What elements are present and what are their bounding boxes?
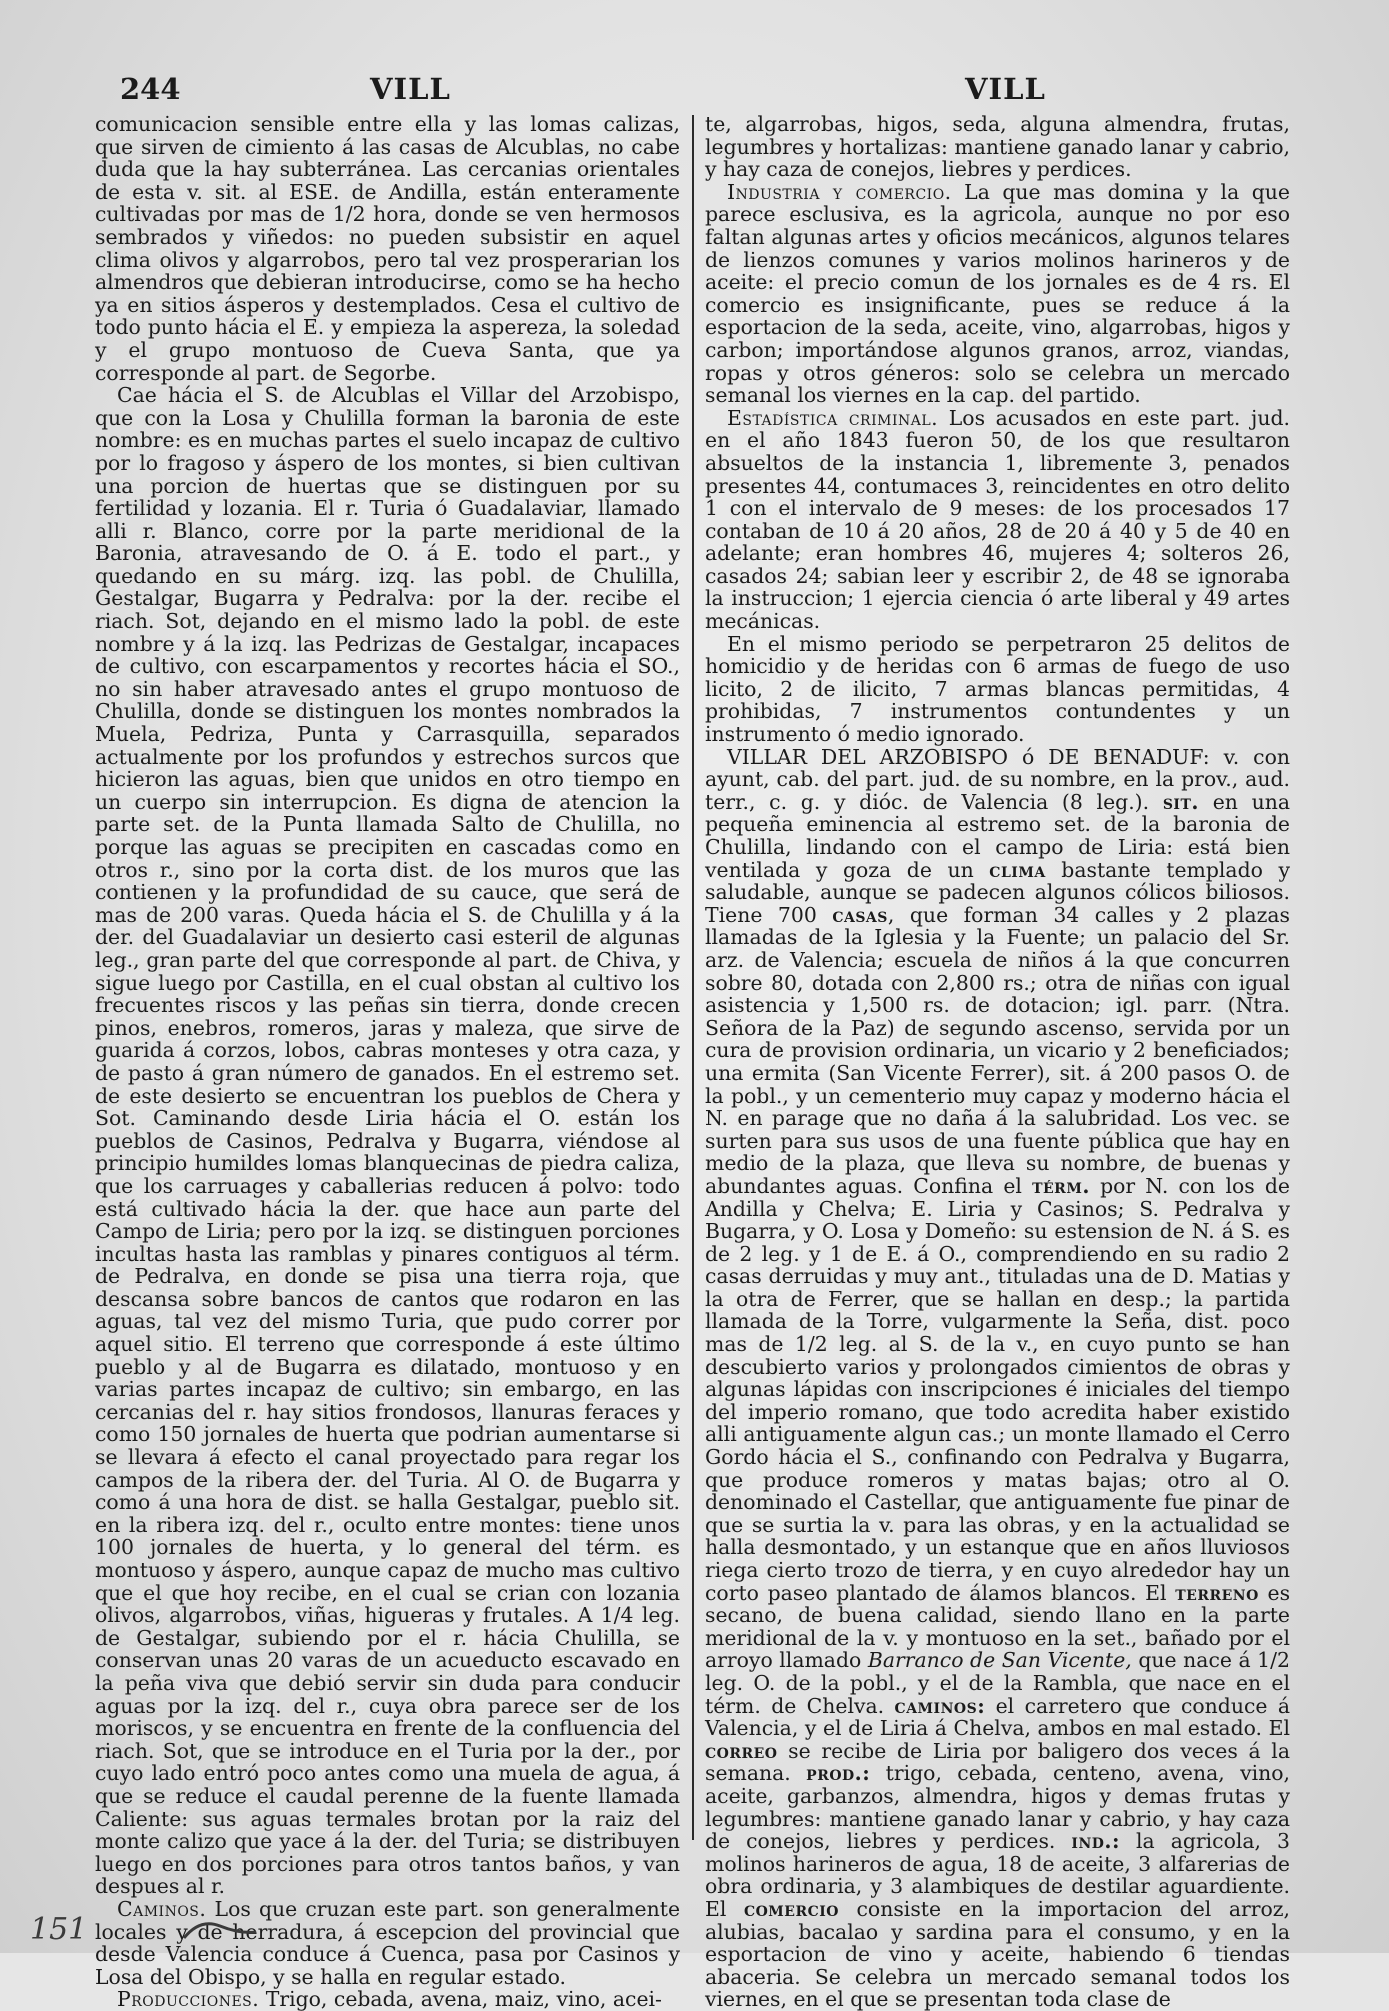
paragraph: En el mismo periodo se perpetraron 25 delitos de homicidio y de heridas con 6 armas de fuego de uso licito, 2 de ilicito, 7 armas blancas permitidas, 4 prohibidas, 7 instrumentos contundentes y un instrumento ó medio ignorado. xyxy=(705,631,1290,747)
page-header xyxy=(0,72,1389,112)
entry-text: que nace á 1/2 leg. O. de la pobl., y el de la Rambla, que nace en el térm. de Chelva. xyxy=(705,1648,1291,1718)
entry-text: v. con ayunt, cab. del part. jud. de su nombre, en la prov., aud. terr., c. g. y dióc. de Valencia (8 leg.). xyxy=(705,744,1290,814)
entry-text: la agricola, 3 molinos harineros de agua, 18 de aceite, 3 alfarerias de obra ordinaria, y 3 alambiques de destilar aguardiente. El xyxy=(705,1829,1290,1921)
page-number: 244 xyxy=(120,72,181,106)
entry-text: el carretero que conduce á Valencia, y el de Liria á Chelva, ambos en mal estado. El xyxy=(705,1693,1291,1741)
running-head-right: VILL xyxy=(965,72,1046,106)
section-heading: Caminos. xyxy=(117,1896,207,1921)
entry-text: trigo, cebada, centeno, avena, vino, aceite, garbanzos, almendra, higos y demas frutas y legumbres: mantiene ganado lanar y cabrio, y hay caza de conejos, liebres y perdices. xyxy=(705,1761,1291,1854)
paragraph-text: La que mas domina y la que parece esclusiva, es la agricola, aunque no por eso faltan algunas artes y oficios mecánicos, algunos telares de lienzos comunes y varios molinos harineros y de aceite: el precio comun de los jornales es de 4 rs. El comercio es insignificante, pues se reduce á la esportacion de la seda, aceite, vino, algarrobas, higos y carbon; importándose algunos granos, arroz, viandas, ropas y otros géneros: solo se celebra un mercado semanal los viernes en la cap. del partido. xyxy=(705,179,1290,408)
entry-text: consiste en la importacion del arroz, alubias, bacalao y sardina para el consumo, y en la esportacion de vino y aceite, habiendo 6 tiendas abaceria. Se celebra un mercado semanal todos los viernes, en el que se presentan toda clase de xyxy=(705,1896,1290,2011)
section-heading: Estadística criminal. xyxy=(727,405,939,430)
paragraph: comunicacion sensible entre ella y las lomas calizas, que sirven de cimiento á las casas de Alcublas, no cabe duda que la hay subterránea. Las cercanias orientales de esta v. sit. al ESE. de Andilla, están enteramente cultivadas por mas de 1/2 hora, donde se ven hermosos sembrados y viñedos: no pueden subsistir en aquel clima olivos y algarrobos, pero tal vez prosperarian los almendros que debieran introducirse, como se ha hecho ya en sitios ásperos y destemplados. Cesa el cultivo de todo punto hácia el E. y empieza la aspereza, la soledad y el grupo montuoso de Cueva Santa, que ya corresponde al part. de Segorbe. xyxy=(95,112,680,385)
left-column xyxy=(95,112,681,2011)
keyword: clima xyxy=(989,857,1046,882)
running-head-left: VILL xyxy=(370,72,451,106)
entry-title: VILLAR DEL ARZOBISPO ó DE BENADUF: xyxy=(727,744,1210,769)
paragraph: Cae hácia el S. de Alcublas el Villar del Arzobispo, que con la Losa y Chulilla forman la baronia de este nombre: es en muchas partes el suelo incapaz de cultivo por lo fragoso y áspero de los montes, si bien cultivan una porcion de huertas que se distinguen por su fertilidad y lozania. El r. Turia ó Guadalaviar, llamado alli r. Blanco, corre por la parte meridional de la Baronia, atravesando de O. á E. todo el part., y quedando en su márg. izq. las pobl. de Chulilla, Gestalgar, Bugarra y Pedralva: por la der. recibe el riach. Sot, dejando en el mismo lado la pobl. de este nombre y á la izq. las Pedrizas de Gestalgar, incapaces de cultivo, con escarpamentos y recortes hácia el SO., no sin haber atravesado antes el grupo montuoso de Chulilla, donde se distinguen los montes nombrados la Muela, Pedriza, Punta y Carrasquilla, separados actualmente por los profundos y estrechos surcos que hicieron las aguas, bien que unidos en otro tiempo en un cuerpo sin interrupcion. Es digna de atencion la parte set. de la Punta llamada Salto de Chulilla, no porque las aguas se precipiten en cascadas como en otros r., sino por la corta dist. de los muros que las contienen y la profundidad de su cauce, que será de mas de 200 varas. Queda hácia el S. de Chulilla y á la der. del Guadalaviar un desierto casi esteril de algunas leg., gran parte del que corresponde al part. de Chiva, y sigue luego por Castilla, en el cual obstan al cultivo los frecuentes riscos y las peñas sin tierra, donde crecen pinos, enebros, romeros, jaras y maleza, que sirve de guarida á corzos, lobos, cabras monteses y otra caza, y de pasto á gran número de ganados. En el estremo set. de este desierto se encuentran los pueblos de Chera y Sot. Caminando desde Liria hácia el O. están los pueblos de Casinos, Pedralva y Bugarra, viéndose al principio humildes lomas blanquecinas de piedra caliza, que los carruages y caballerias reducen á polvo: todo está cultivado hácia la der. que hace aun parte del Campo de Liria; pero por la izq. se distinguen porciones incultas hasta las ramblas y pinares contiguos al térm. de Pedralva, en donde se pisa una tierra roja, que descansa sobre bancos de cantos que rodaron en las aguas, tal vez del mismo Turia, que pudo correr por aquel sitio. El terreno que corresponde á este último pueblo y al de Bugarra es dilatado, montuoso y en varias partes incapaz de cultivo; sin embargo, en las cercanias del r. hay sitios frondosos, llanuras feraces y como 150 jornales de huerta que podrian aumentarse si se llevara á efecto el canal proyectado para regar los campos de la ribera der. del Turia. Al O. de Bugarra y como á una hora de dist. se halla Gestalgar, pueblo sit. en la ribera izq. del r., oculto entre montes: tiene unos 100 jornales de huerta, y lo general del térm. es montuoso y áspero, aunque capaz de mucho mas cultivo que el que hoy recibe, en el cual se crian con lozania olivos, algarrobos, viñas, higueras y frutales. A 1/4 leg. de Gestalgar, subiendo por el r. hácia Chulilla, se conservan unas 20 varas de un acueducto escavado en la peña viva que debió servir sin duda para conducir aguas por la izq. del r., cuya obra parece ser de los moriscos, y se encuentra en frente de la confluencia del riach. Sot, que se introduce en el Turia por la der., por cuyo lado entró poco antes como una muela de agua, á que se reduce el caudal perenne de la fuente llamada Caliente: sus aguas termales brotan por la raiz del monte calizo que yace á la der. del Turia; se distribuyen luego en dos porciones para otros tantos baños, y van despues al r. xyxy=(95,383,680,1899)
paragraph: te, algarrobas, higos, seda, alguna almendra, frutas, legumbres y hortalizas: mantiene ganado lanar y cabrio, y hay caza de conejos, liebres y perdices. xyxy=(705,112,1290,182)
paragraph-text: Trigo, cebada, avena, maiz, vino, acei- xyxy=(265,1987,662,2011)
keyword: sit. xyxy=(1162,789,1199,814)
paragraph-producciones xyxy=(95,1988,680,2011)
handwritten-number: 151 xyxy=(30,1912,88,1947)
column-divider xyxy=(692,115,694,1840)
section-heading: Producciones. xyxy=(117,1987,260,2011)
keyword: correo xyxy=(705,1738,778,1763)
paragraph-industria xyxy=(705,181,1290,407)
keyword: comercio xyxy=(743,1896,839,1921)
right-column xyxy=(705,112,1291,2011)
entry-text: se recibe de Liria por baligero dos veces á la semana. xyxy=(705,1738,1290,1786)
entry-text: es secano, de buena calidad, siendo llano en la parte meridional de la v. y montuoso en la set., bañado por el arroyo llamado xyxy=(705,1580,1291,1673)
entry-text: por N. con los de Andilla y Chelva; E. Liria y Casinos; S. Pedralva y Bugarra, y O. Losa y Domeño: su estension de N. á S. es de 2 leg. y 1 de E. á O., comprendiendo en su radio 2 casas derruidas y muy ant., tituladas una de D. Matias y la otra de Ferrer, que se hallan en desp.; la partida llamada de la Torre, vulgarmente la Seña, dist. poco mas de 1/2 leg. al S. de la v., en cuyo punto se han descubierto varios y prolongados cimientos de obras y algunas lápidas con inscripciones é iniciales del tiempo del imperio romano, que todo acredita haber existido alli antiguamente algun cas.; un monte llamado el Cerro Gordo hácia el S., confinando con Pedralva y Bugarra, que produce romeros y matas bajas; otro al O. denominado el Castellar, que antiguamente fue pinar de que se surtia la v. para las obras, y en la actualidad se halla desmontado, y un estanque que en años lluviosos riega cierto trozo de tierra, y en cuyo alrededor hay un corto paseo plantado de álamos blancos. El xyxy=(705,1173,1290,1605)
keyword: ind.: xyxy=(1071,1829,1121,1854)
keyword: prod.: xyxy=(806,1761,871,1786)
bottom-margin-marks xyxy=(30,1912,730,1948)
keyword: terreno xyxy=(1175,1580,1259,1605)
entry-text-italic: Barranco de San Vicente, xyxy=(867,1648,1132,1673)
paragraph-text: Los acusados en este part. jud. en el año 1843 fueron 50, de los que resultaron absueltos de la instancia 1, libremente 3, penados presentes 44, contumaces 3, reincidentes en otro delito 1 con el intervalo de 9 meses: de los procesados 17 contaban de 10 á 20 años, 28 de 20 á 40 y 5 de 40 en adelante; eran hombres 46, mujeres 4; solteros 26, casados 24; sabian leer y escribir 2, de 48 se ignoraba la instruccion; 1 ejercia ciencia ó arte liberal y 49 artes mecánicas. xyxy=(705,405,1290,634)
keyword: casas xyxy=(832,902,888,927)
section-heading: Industria y comercio. xyxy=(727,179,952,204)
entry-text: en una pequeña eminencia al estremo set. de la baronia de Chulilla, lindando con el campo de Liria: está bien ventilada y goza de un xyxy=(705,789,1290,882)
keyword: térm. xyxy=(1032,1173,1090,1198)
paragraph-estadistica xyxy=(705,407,1290,633)
keyword: caminos: xyxy=(894,1693,986,1718)
paragraph-text: Los que cruzan este part. son generalmente locales y de herradura, á escepcion del provincial que desde Valencia conduce á Cuenca, pasa por Casinos y Losa del Obispo, y se halla en regular estado. xyxy=(95,1896,681,1989)
entry-villar-del-arzobispo xyxy=(705,746,1290,2011)
pen-stroke-icon xyxy=(180,1916,260,1942)
entry-text: , que forman 34 calles y 2 plazas llamadas de la Iglesia y la Fuente; un palacio del Sr. arz. de Valencia; escuela de niños á la que concurren sobre 80, dotada con 2,800 rs.; otra de niñas con igual asistencia y 1,500 rs. de dotacion; igl. parr. (Ntra. Señora de la Paz) de segundo ascenso, servida por un cura de provision ordinaria, un vicario y 2 beneficiados; una ermita (San Vicente Ferrer), sit. á 200 pasos O. de la pobl., y un cementerio muy capaz y moderno hácia el N. en parage que no daña á la salubridad. Los vec. se surten para sus usos de una fuente pública que hay en medio de la plaza, que lleva su nombre, de buenas y abundantes aguas. Confina el xyxy=(705,902,1290,1198)
entry-text: bastante templado y saludable, aunque se padecen algunos cólicos biliosos. Tiene 700 xyxy=(705,857,1291,927)
